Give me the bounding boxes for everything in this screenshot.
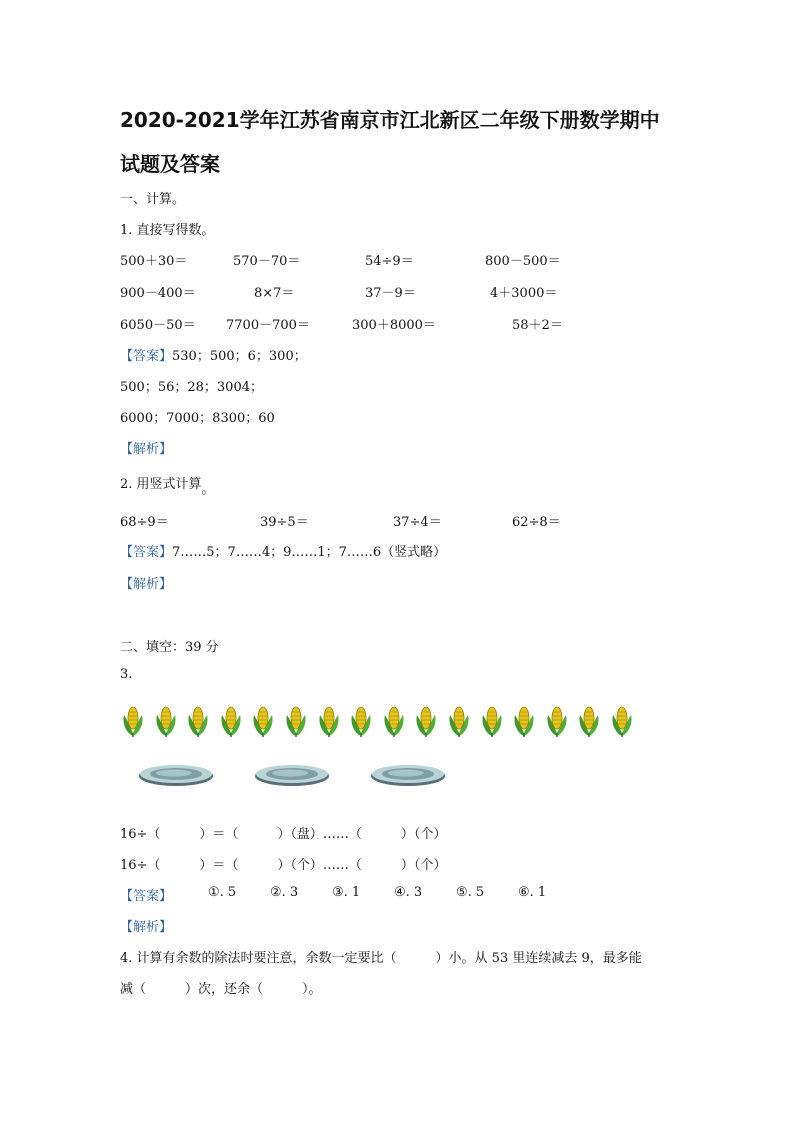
answer-tag: 【答案】 (120, 349, 173, 364)
analysis-tag: 【解析】 (120, 442, 173, 457)
q1-cell: 570－70＝ (233, 254, 301, 269)
corn-icon (283, 703, 309, 739)
q3-line-2: 16÷（ ）＝（ ）（个）……（ ）（个） (120, 858, 447, 873)
q1-cell: 54÷9＝ (365, 254, 414, 269)
q1-cell: 300＋8000＝ (352, 318, 436, 333)
document-title-continued: 试题及答案 (120, 152, 220, 176)
corn-icon (544, 703, 570, 739)
corn-icon (218, 703, 244, 739)
q1-cell: 6050－50＝ (120, 318, 196, 333)
document-title: 2020-2021学年江苏省南京市江北新区二年级下册数学期中 (120, 108, 660, 132)
q2-item: 39÷5＝ (260, 515, 309, 530)
q2-answer (120, 541, 446, 560)
corn-icon (381, 703, 407, 739)
q1-cell: 58＋2＝ (512, 318, 563, 333)
analysis-tag: 【解析】 (120, 920, 173, 935)
q3-answer-item: ①. 5 (208, 885, 237, 900)
answer-tag: 【答案】 (120, 545, 173, 560)
question-3-label: 3. (120, 667, 133, 682)
question-4-line-2: 减（ ）次，还余（ ）。 (120, 982, 322, 997)
q3-answer-item: ⑤. 5 (456, 885, 485, 900)
question-1-label: 1. 直接写得数。 (120, 223, 215, 238)
q1-cell: 37－9＝ (365, 286, 416, 301)
question-2-mark: 。 (201, 482, 215, 497)
section-heading-calculation: 一、计算。 (120, 192, 186, 207)
q1-cell: 4＋3000＝ (490, 286, 558, 301)
plate-icon (254, 763, 330, 787)
q1-cell: 7700－700＝ (226, 318, 310, 333)
question-2-text: 2. 用竖式计算 (120, 477, 202, 492)
corn-icon (185, 703, 211, 739)
corn-icon (413, 703, 439, 739)
answer-text: 6000；7000；8300；60 (120, 411, 275, 426)
q1-cell: 900－400＝ (120, 286, 196, 301)
q1-cell: 8×7＝ (254, 286, 295, 301)
q3-answer-item: ⑥. 1 (518, 885, 547, 900)
corn-icon (479, 703, 505, 739)
q3-answer-item: ④. 3 (394, 885, 423, 900)
answer-text: 530；500；6；300； (172, 349, 307, 364)
answer-tag: 【答案】 (120, 889, 173, 904)
q2-item: 37÷4＝ (393, 515, 442, 530)
plate-icon (370, 763, 446, 787)
corn-icon (316, 703, 342, 739)
answer-text: 7……5；7……4；9……1；7……6（竖式略） (172, 545, 447, 560)
q1-cell: 800－500＝ (485, 254, 561, 269)
q3-answer-item: ②. 3 (270, 885, 299, 900)
q2-item: 68÷9＝ (120, 515, 169, 530)
corn-icon (609, 703, 635, 739)
plate-icon (138, 763, 214, 787)
section-heading-fill-in: 二、填空：39 分 (120, 640, 219, 655)
corn-icon (348, 703, 374, 739)
q3-answer (120, 885, 172, 904)
corn-icon (576, 703, 602, 739)
q1-cell: 500＋30＝ (120, 254, 188, 269)
question-2-label (120, 473, 215, 497)
q3-line-1: 16÷（ ）＝（ ）（盘）……（ ）（个） (120, 827, 447, 842)
q3-answer-item: ③. 1 (332, 885, 361, 900)
answer-text: 500；56；28；3004； (120, 380, 263, 395)
corn-icon (153, 703, 179, 739)
corn-icon (511, 703, 537, 739)
corn-icon (250, 703, 276, 739)
question-4-line-1: 4. 计算有余数的除法时要注意，余数一定要比（ ）小。从 53 里连续减去 9，最多能 (120, 951, 642, 966)
analysis-tag: 【解析】 (120, 577, 173, 592)
corn-icon (120, 703, 146, 739)
corn-icon (446, 703, 472, 739)
q2-item: 62÷8＝ (512, 515, 561, 530)
q1-answer (120, 345, 307, 364)
